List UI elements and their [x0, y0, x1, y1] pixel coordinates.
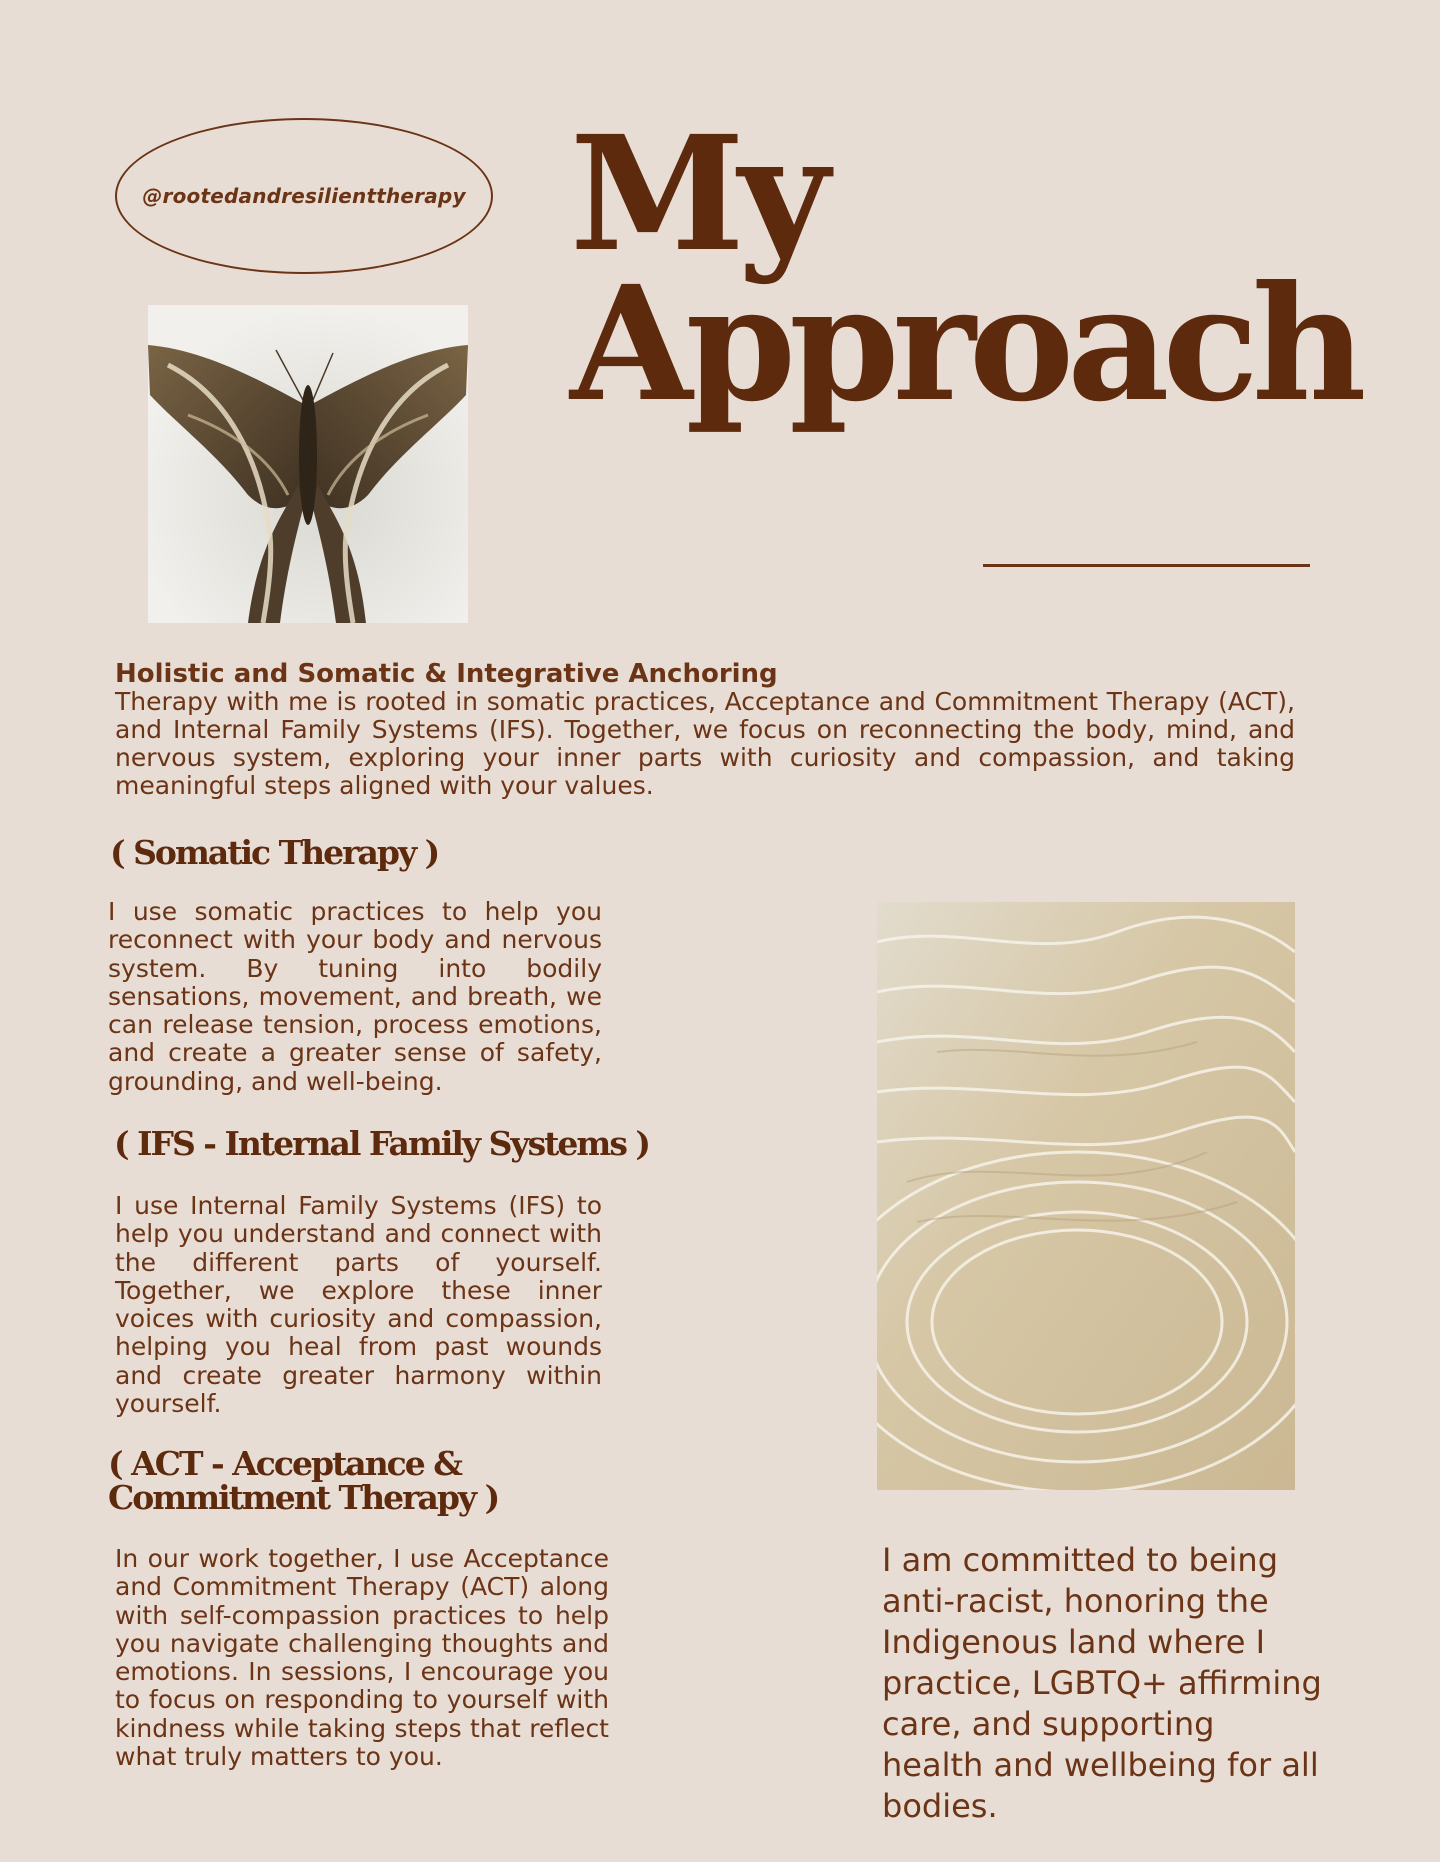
act-heading-line-1: ( ACT - Acceptance & — [108, 1444, 462, 1483]
intro-heading: Holistic and Somatic & Integrative Anchoring — [115, 659, 778, 689]
somatic-therapy-heading: ( Somatic Therapy ) — [110, 833, 439, 872]
page-title-line-1: My — [570, 102, 823, 287]
butterfly-illustration — [148, 305, 468, 623]
act-body: In our work together, I use Acceptance and Commitment Therapy (ACT) along with self-compassion practices to help you navigate challenging thoughts and emotions. In sessions, I encourage you to focus on responding to yourself with kindness while taking steps that reflect what truly matters to you. — [115, 1544, 609, 1772]
commitment-statement: I am committed to being anti-racist, honoring the Indigenous land where I practice, LGBTQ+ affirming care, and supporting health and wellbeing for all bodies. — [882, 1541, 1322, 1825]
butterfly-photo — [148, 305, 468, 623]
social-handle-badge — [115, 118, 493, 274]
decorative-divider — [983, 564, 1310, 567]
page-title-line-2: Approach — [570, 252, 1360, 437]
water-ripples-illustration — [877, 902, 1295, 1490]
page-title — [570, 102, 1360, 437]
ifs-body: I use Internal Family Systems (IFS) to help you understand and connect with the different parts of yourself. Together, we explore these inner voices with curiosity and compassion, helping you heal from past wounds and create greater harmony within yourself. — [115, 1191, 602, 1419]
somatic-therapy-body: I use somatic practices to help you reconnect with your body and nervous system. By tuning into bodily sensations, movement, and breath, we can release tension, process emotions, and create a greater sense of safety, grounding, and well-being. — [108, 897, 602, 1096]
water-ripples-photo — [877, 902, 1295, 1490]
social-handle: @rootedandresilienttherapy — [142, 184, 466, 208]
act-heading — [108, 1444, 499, 1517]
intro-section — [115, 660, 1295, 800]
act-heading-line-2: Commitment Therapy ) — [108, 1478, 499, 1517]
intro-body: Therapy with me is rooted in somatic practices, Acceptance and Commitment Therapy (ACT), and Internal Family Systems (IFS). Together, we focus on reconnecting the body, mind, and nervous system, exploring your inner parts with curiosity and compassion, and taking meaningful steps aligned with your values. — [115, 687, 1295, 800]
ifs-heading: ( IFS - Internal Family Systems ) — [114, 1124, 650, 1163]
